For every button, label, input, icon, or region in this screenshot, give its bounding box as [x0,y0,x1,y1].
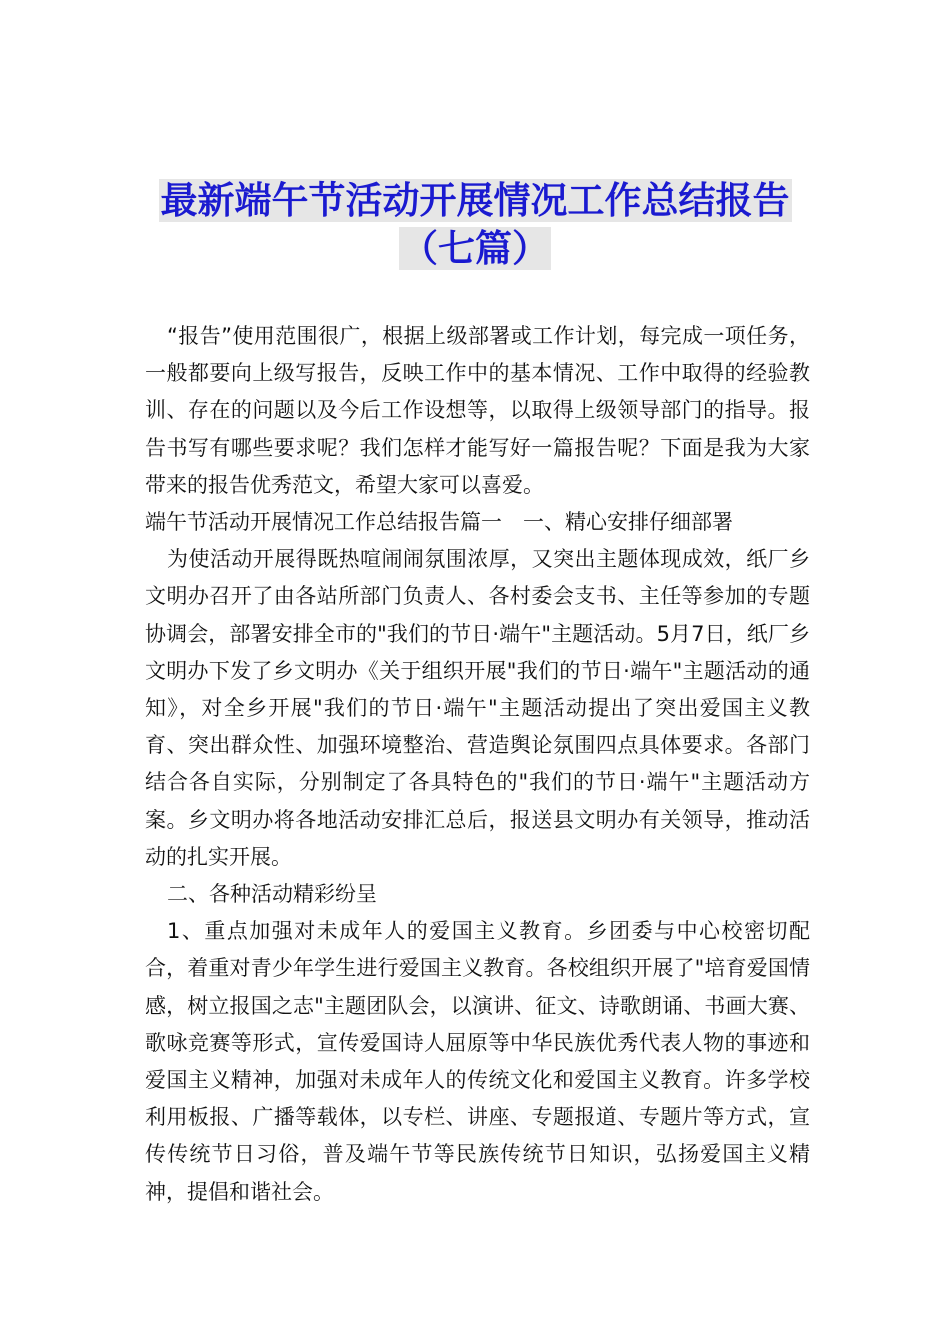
document-title-line-1 [100,178,850,224]
document-body [145,318,810,1211]
title-line-1-text: 最新端午节活动开展情况工作总结报告 [160,179,790,222]
body-paragraph-arrangement: 为使活动开展得既热喧闹闹氛围浓厚，又突出主题体现成效，纸厂乡文明办召开了由各站所部门负责人、各村委会支书、主任等参加的专题协调会，部署安排全市的"我们的节日·端午"主题活动。5月7日，纸厂乡文明办下发了乡文明办《关于组织开展"我们的节日·端午"主题活动的通知》，对全乡开展"我们的节日·端午"主题活动提出了突出爱国主义教育、突出群众性、加强环境整治、营造舆论氛围四点具体要求。各部门结合各自实际，分别制定了各具特色的"我们的节日·端午"主题活动方案。乡文明办将各地活动安排汇总后，报送县文明办有关领导，推动活动的扎实开展。 [145,547,810,869]
intro-paragraph: “报告”使用范围很广，根据上级部署或工作计划，每完成一项任务，一般都要向上级写报告，反映工作中的基本情况、工作中取得的经验教训、存在的问题以及今后工作设想等，以取得上级领导部门的指导。报告书写有哪些要求呢？我们怎样才能写好一篇报告呢？下面是我为大家带来的报告优秀范文，希望大家可以喜爱。 [145,324,810,497]
document-title-line-2 [100,226,850,272]
title-line-2-text: （七篇） [401,227,549,270]
body-paragraph-patriotic-education: 1、重点加强对未成年人的爱国主义教育。乡团委与中心校密切配合，着重对青少年学生进行爱国主义教育。各校组织开展了"培育爱国情感，树立报国之志"主题团队会，以演讲、征文、诗歌朗诵、书画大赛、歌咏竞赛等形式，宣传爱国诗人屈原等中华民族优秀代表人物的事迹和爱国主义精神，加强对未成年人的传统文化和爱国主义教育。许多学校利用板报、广播等载体，以专栏、讲座、专题报道、专题片等方式，宣传传统节日习俗，普及端午节等民族传统节日知识，弘扬爱国主义精神，提倡和谐社会。 [145,919,810,1204]
section-heading-activities: 二、各种活动精彩纷呈 [167,882,377,907]
section-heading-part-one: 端午节活动开展情况工作总结报告篇一 一、精心安排仔细部署 [145,510,733,535]
